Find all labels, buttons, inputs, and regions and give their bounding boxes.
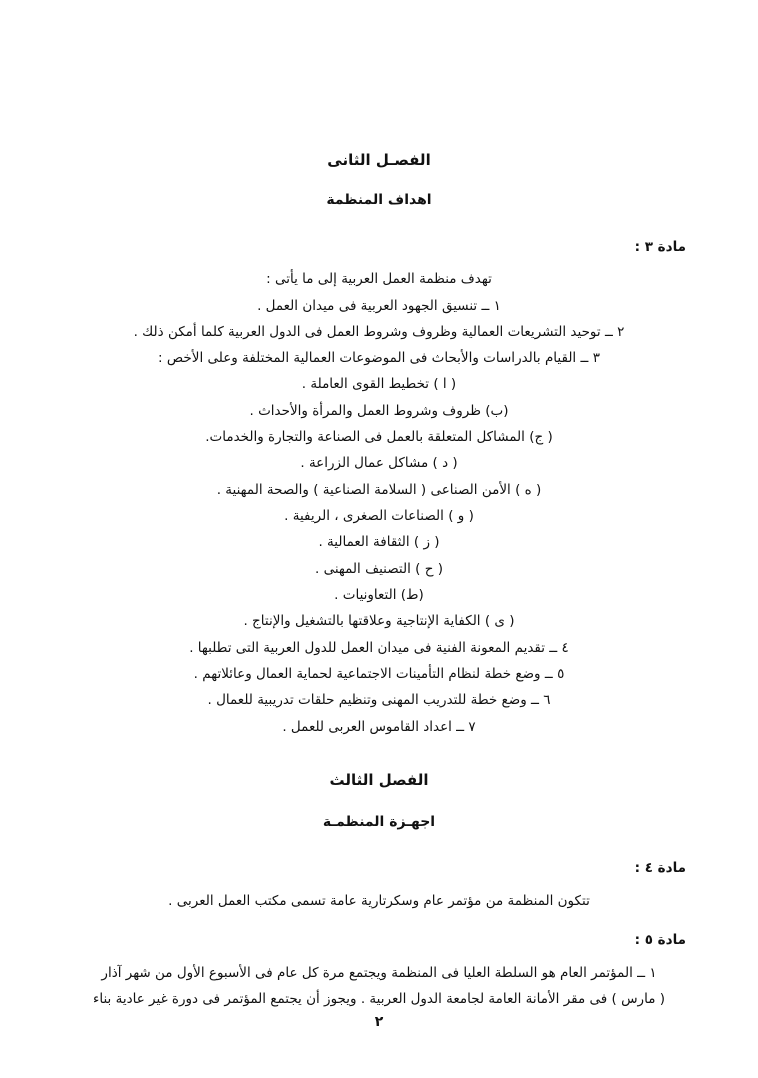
list-item: ( و ) الصناعات الصغرى ، الريفية . xyxy=(284,508,474,524)
chapter-three-section xyxy=(72,770,686,1013)
section-spacer xyxy=(72,740,686,770)
article-5-line-1: ١ ــ المؤتمر العام هو السلطة العليا فى المنظمة ويجتمع مرة كل عام فى الأسبوع الأول من شهر آذار xyxy=(101,964,657,981)
article-5-label: مادة ٥ : xyxy=(634,932,686,949)
chapter-three-subtitle: اجهـزة المنظمـة xyxy=(322,813,436,830)
list-item: (ط) التعاونيات . xyxy=(334,586,424,603)
article-4-text: تتكون المنظمة من مؤتمر عام وسكرتارية عامة تسمى‌ مكتب العمل العربى . xyxy=(168,893,590,909)
page-number: ٢ xyxy=(374,1014,384,1030)
list-item: ٢ ــ توحيد التشريعات العمالية وظروف وشروط العمل فى الدول العربية كلما أمكن ذلك . xyxy=(133,323,625,340)
list-item: ( د ) مشاكل عمال الزراعة . xyxy=(300,455,458,472)
article-5-line-2: ( مارس ) فى مقر الأمانة العامة لجامعة الدول العربية . ويجوز أن يجتمع المؤتمر فى دورة غير عادية بناء xyxy=(93,991,665,1008)
article-3-items xyxy=(72,293,686,372)
article-3-label: مادة ٣ : xyxy=(634,238,686,255)
list-item: ( ز ) الثقافة العمالية . xyxy=(318,534,440,551)
list-item: ٦ ــ وضع خطة للتدريب المهنى وتنظيم حلقات تدريبية للعمال . xyxy=(207,692,551,709)
article-spacer xyxy=(72,914,686,930)
list-item: ( ه ) الأمن الصناعى ( السلامة الصناعية ) والصحة المهنية . xyxy=(216,481,542,498)
list-item: ٤ ــ تقديم المعونة الفنية فى ميدان العمل للدول العربية التى تطلبها . xyxy=(189,639,569,656)
chapter-two-subtitle: اهداف المنظمة xyxy=(326,192,432,208)
list-item: ٣ ــ القيام بالدراسات والأبحاث فى الموضوعات العمالية المختلفة وعلى الأخص : xyxy=(158,350,600,367)
list-item: ( ح ) التصنيف المهنى . xyxy=(315,560,443,577)
list-item: ( ا ) تخطيط القوى العاملة . xyxy=(301,376,457,393)
list-item: ٧ ــ اعداد القاموس العربى للعمل . xyxy=(282,718,476,735)
document-body xyxy=(72,150,686,1013)
list-item: ٥ ــ وضع خطة لنظام التأمينات الاجتماعية لحماية العمال وعائلاتهم . xyxy=(193,665,565,682)
list-item: ( ج) المشاكل المتعلقة بالعمل فى الصناعة والتجارة والخدمات. xyxy=(205,429,553,446)
chapter-two-title: الفصـل الثانى xyxy=(327,151,431,169)
chapter-three-title: الفصل الثالث xyxy=(329,770,429,789)
article-3-intro: تهدف منظمة العمل العربية إلى ما يأتى : xyxy=(266,271,492,288)
list-item: (ب) ظروف وشروط العمل والمرأة والأحداث . xyxy=(249,402,509,419)
chapter-two-section xyxy=(72,150,686,740)
article-3-sub-items xyxy=(72,371,686,634)
list-item: ١ ــ تنسيق الجهود العربية فى ميدان العمل . xyxy=(257,297,501,314)
list-item: ( ى ) الكفاية الإنتاجية وعلاقتها بالتشغيل والإنتاج . xyxy=(243,613,515,630)
article-4-label: مادة ٤ : xyxy=(634,860,686,877)
article-3-items-continued xyxy=(72,635,686,740)
